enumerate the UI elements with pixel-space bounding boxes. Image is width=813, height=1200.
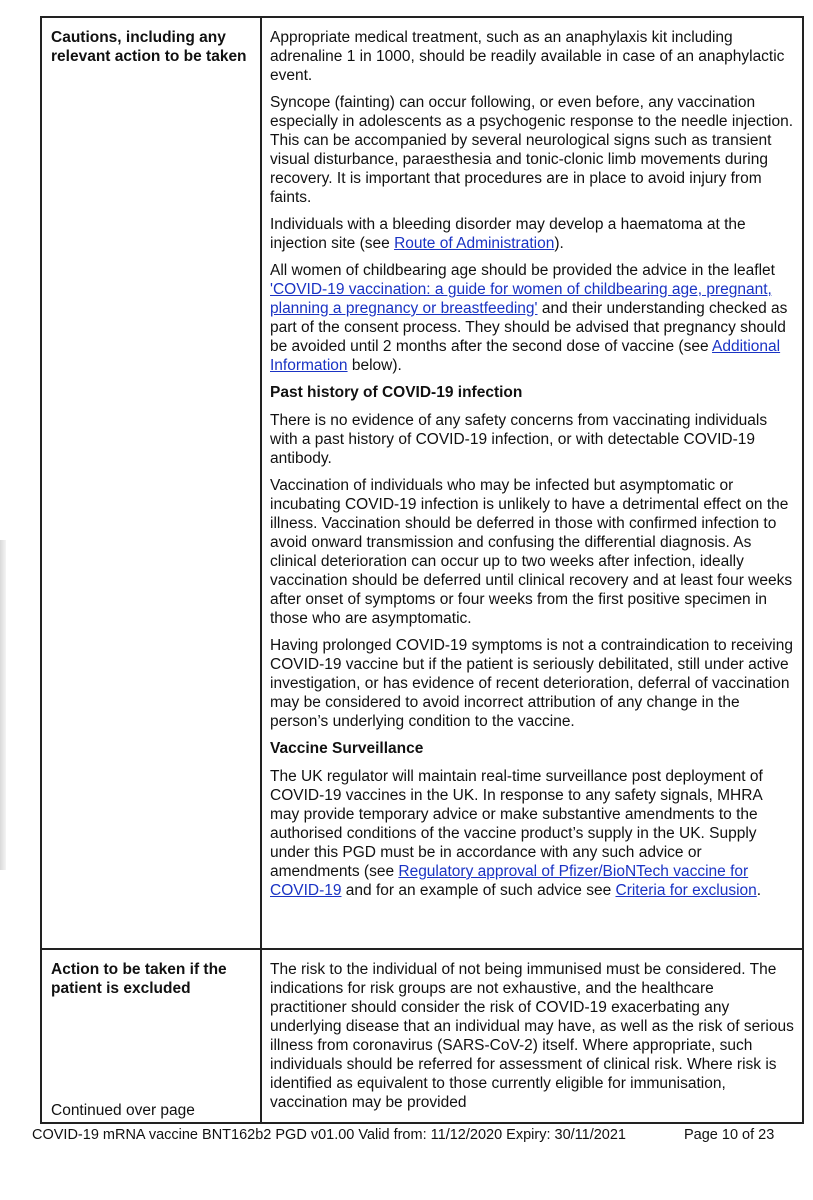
text-segment: . (756, 882, 762, 899)
link-regulatory-approval[interactable]: Regulatory approval of Pfizer/BioNTech vaccine for COVID-19 (270, 863, 749, 899)
text-segment: The UK regulator will maintain real-time surveillance post deployment of COVID-19 vaccines in the UK. In response to any safety signals, MHRA may provide temporary advice or make substantive amendments to the authorised conditions of the vaccine product’s supply in the UK. Supply under this PGD must be in accordance with any such advice or amendments (see (270, 768, 763, 880)
link-vaccination-guide-women[interactable]: 'COVID-19 vaccination: a guide for women of childbearing age, pregnant, planning a pregnancy or breastfeeding' (270, 281, 772, 317)
row-label-cell (41, 949, 261, 1123)
paragraph-surveillance (270, 767, 794, 900)
subheading-vaccine-surveillance: Vaccine Surveillance (270, 740, 424, 757)
text-segment: ). (554, 235, 564, 252)
subheading-past-history: Past history of COVID-19 infection (270, 384, 523, 401)
text-segment: Individuals with a bleeding disorder may develop a haematoma at the injection site (see (270, 216, 746, 252)
text-segment: below). (347, 357, 402, 374)
paragraph-syncope: Syncope (fainting) can occur following, or even before, any vaccination especially in adolescents as a psychogenic response to the needle injection. This can be accompanied by several neurological signs such as transient visual disturbance, paraesthesia and tonic-clonic limb movements during recovery. It is important that procedures are in place to avoid injury from faints. (270, 94, 794, 206)
cautions-content (262, 18, 802, 910)
link-criteria-for-exclusion[interactable]: Criteria for exclusion (615, 882, 757, 899)
text-segment: and for an example of such advice see (341, 882, 616, 899)
row-label-cell (41, 17, 261, 949)
text-segment: All women of childbearing age should be provided the advice in the leaflet (270, 262, 775, 279)
pgd-table (40, 16, 804, 1124)
row-content-cell (261, 17, 803, 949)
paragraph-anaphylaxis: Appropriate medical treatment, such as an anaphylaxis kit including adrenaline 1 in 1000, should be readily available in case of an anaphylactic event. (270, 29, 785, 84)
paragraph-no-safety-concerns: There is no evidence of any safety concerns from vaccinating individuals with a past history of COVID-19 infection, or with detectable COVID-19 antibody. (270, 412, 768, 467)
row-content-cell (261, 949, 803, 1123)
footer-document-info: COVID-19 mRNA vaccine BNT162b2 PGD v01.00 Valid from: 11/12/2020 Expiry: 30/11/2021 (32, 1127, 626, 1143)
paragraph-childbearing-age (270, 261, 794, 375)
paragraph-risk-not-immunised: The risk to the individual of not being immunised must be considered. The indications for risk groups are not exhaustive, and the healthcare practitioner should consider the risk of COVID-19 exacerbating any underlying disease that an individual may have, as well as the risk of serious illness from coronavirus (SARS-CoV-2) itself. Where appropriate, such individuals should be referred for assessment of clinical risk. Where risk is identified as equivalent to those currently eligible for immunisation, vaccination may be provided (270, 961, 794, 1111)
text-segment: and their understanding checked as part of the consent process. They should be advised that pregnancy should be avoided until 2 months after the second dose of vaccine (see (270, 300, 788, 355)
excluded-content (262, 950, 802, 1122)
continued-over-page: Continued over page (51, 1102, 195, 1119)
paragraph-bleeding-disorder (270, 215, 794, 253)
table-row-excluded (41, 949, 803, 1123)
paragraph-prolonged-symptoms: Having prolonged COVID-19 symptoms is not a contraindication to receiving COVID-19 vaccine but if the patient is seriously debilitated, still under active investigation, or has evidence of recent deterioration, deferral of vaccination may be considered to avoid incorrect attribution of any change in the person’s underlying condition to the vaccine. (270, 637, 793, 730)
table-row-cautions (41, 17, 803, 949)
link-route-of-administration[interactable]: Route of Administration (394, 235, 555, 252)
row-label-excluded: Action to be taken if the patient is excluded (51, 961, 227, 997)
paragraph-asymptomatic-deferral: Vaccination of individuals who may be infected but asymptomatic or incubating COVID-19 infection is unlikely to have a detrimental effect on the illness. Vaccination should be deferred in those with confirmed infection to avoid onward transmission and confusing the differential diagnosis. As clinical deterioration can occur up to two weeks after infection, ideally vaccination should be deferred until clinical recovery and at least four weeks after onset of symptoms or four weeks from the first positive specimen in those who are asymptomatic. (270, 477, 793, 627)
link-additional-information[interactable]: Additional Information (270, 338, 781, 374)
row-label-cautions: Cautions, including any relevant action to be taken (51, 29, 247, 65)
page-edge-shadow (0, 540, 6, 870)
footer-page-number: Page 10 of 23 (684, 1127, 775, 1143)
